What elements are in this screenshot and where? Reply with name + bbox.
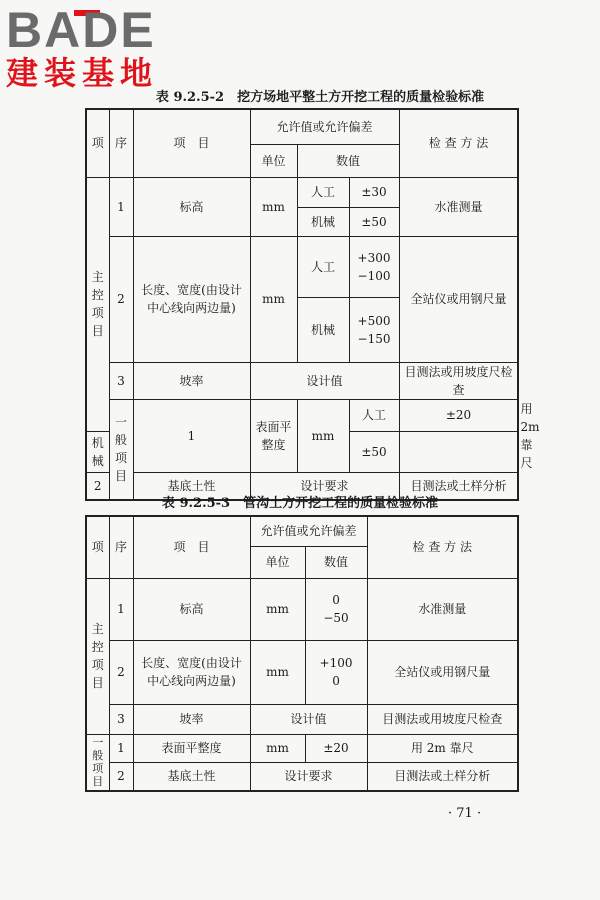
header-unit: 单位 [250, 546, 305, 578]
page-number: · 71 · [448, 806, 482, 821]
header-item-category: 项 [86, 109, 109, 177]
row-item: 坡率 [133, 362, 250, 399]
header-allowance: 允许值或允许偏差 [250, 109, 399, 144]
row-seq: 1 [109, 734, 133, 762]
row-seq: 1 [109, 177, 133, 236]
row-seq: 2 [109, 640, 133, 704]
row-method: 用 2m 靠尺 [367, 734, 518, 762]
row-method: 目测法或用坡度尺检查 [399, 362, 518, 399]
row-item: 标高 [133, 177, 250, 236]
group-main: 主 控 项 目 [86, 177, 109, 432]
group-general: 一 般 项 目 [86, 734, 109, 791]
row-method: 目测法或土样分析 [399, 472, 518, 500]
row-value: ±20 [305, 734, 367, 762]
row-method: 水准测量 [399, 177, 518, 236]
manual-value: ±20 [399, 399, 518, 432]
header-allowance: 允许值或允许偏差 [250, 516, 367, 546]
row-value: 0 −50 [305, 578, 367, 640]
header-seq: 序 [109, 516, 133, 578]
header-item: 项 目 [133, 516, 250, 578]
row-method: 水准测量 [367, 578, 518, 640]
machine-value: +500 −150 [349, 297, 399, 362]
machine-label: 机械 [297, 207, 349, 236]
row-allowance: 设计要求 [250, 472, 399, 500]
row-seq: 3 [109, 704, 133, 734]
row-unit: mm [250, 578, 305, 640]
row-item: 基底土性 [133, 762, 250, 791]
header-value: 数值 [297, 144, 399, 177]
header-item-category: 项 [86, 516, 109, 578]
manual-value: +300 −100 [349, 236, 399, 297]
machine-label: 机械 [297, 297, 349, 362]
machine-value: ±50 [349, 207, 399, 236]
row-method: 目测法或土样分析 [367, 762, 518, 791]
logo-subtitle: 建装基地 [6, 54, 159, 92]
row-method: 目测法或用坡度尺检查 [367, 704, 518, 734]
row-allowance: 设计值 [250, 704, 367, 734]
table2 [85, 515, 519, 792]
machine-value: ±50 [349, 432, 399, 472]
row-seq: 2 [86, 472, 109, 500]
manual-value: ±30 [349, 177, 399, 207]
manual-label: 人工 [297, 177, 349, 207]
row-seq: 1 [109, 578, 133, 640]
row-method: 全站仪或用钢尺量 [399, 236, 518, 362]
row-unit: mm [250, 177, 297, 236]
row-unit: mm [250, 734, 305, 762]
row-item: 基底土性 [133, 472, 250, 500]
header-unit: 单位 [250, 144, 297, 177]
row-unit: mm [250, 640, 305, 704]
header-seq: 序 [109, 109, 133, 177]
row-item: 长度、宽度(由设计 中心线向两边量) [133, 640, 250, 704]
logo-brand-text: BADE [6, 2, 156, 58]
manual-label: 人工 [349, 399, 399, 432]
table2-caption: 表 9.2.5-3 管沟土方开挖工程的质量检验标准 [161, 496, 439, 511]
group-main: 主 控 项 目 [86, 578, 109, 734]
row-unit: mm [250, 236, 297, 362]
group-general: 一 般 项 目 [109, 399, 133, 500]
row-seq: 1 [133, 399, 250, 472]
row-item: 长度、宽度(由设计 中心线向两边量) [133, 236, 250, 362]
manual-label: 人工 [297, 236, 349, 297]
brand-logo [6, 4, 186, 94]
header-value: 数值 [305, 546, 367, 578]
row-unit: mm [297, 399, 349, 472]
row-item: 表面平整度 [250, 399, 297, 472]
row-allowance: 设计要求 [250, 762, 367, 791]
row-allowance: 设计值 [250, 362, 399, 399]
table1: 项 序 项 目 允许值或允许偏差 检 查 方 法 单位 数值 主 控 项 目 1 标高 mm 人工 ±30 水准测量 机械 ±50 2 长度、宽度(由设计 中心线向两边量) mm 人工 +300 −100 全站仪或用钢尺量 机械 +500 −150 3 坡率 设计值 目测法或用坡度尺检查 一 般 项 目 1 表面平整度 mm 人工 ±20 用 2m 靠尺 机械 ±50 2 基底土性 设计要求 目测法或土样分析 [85, 108, 519, 501]
header-item: 项 目 [133, 109, 250, 177]
header-method: 检 查 方 法 [399, 109, 518, 177]
row-item: 坡率 [133, 704, 250, 734]
row-method: 全站仪或用钢尺量 [367, 640, 518, 704]
row-seq: 2 [109, 236, 133, 362]
row-value: +100 0 [305, 640, 367, 704]
row-seq: 2 [109, 762, 133, 791]
header-method: 检 查 方 法 [367, 516, 518, 578]
machine-label: 机械 [86, 432, 109, 472]
row-item: 标高 [133, 578, 250, 640]
row-seq: 3 [109, 362, 133, 399]
row-item: 表面平整度 [133, 734, 250, 762]
table1-caption: 表 9.2.5-2 挖方场地平整土方开挖工程的质量检验标准 [155, 90, 485, 105]
